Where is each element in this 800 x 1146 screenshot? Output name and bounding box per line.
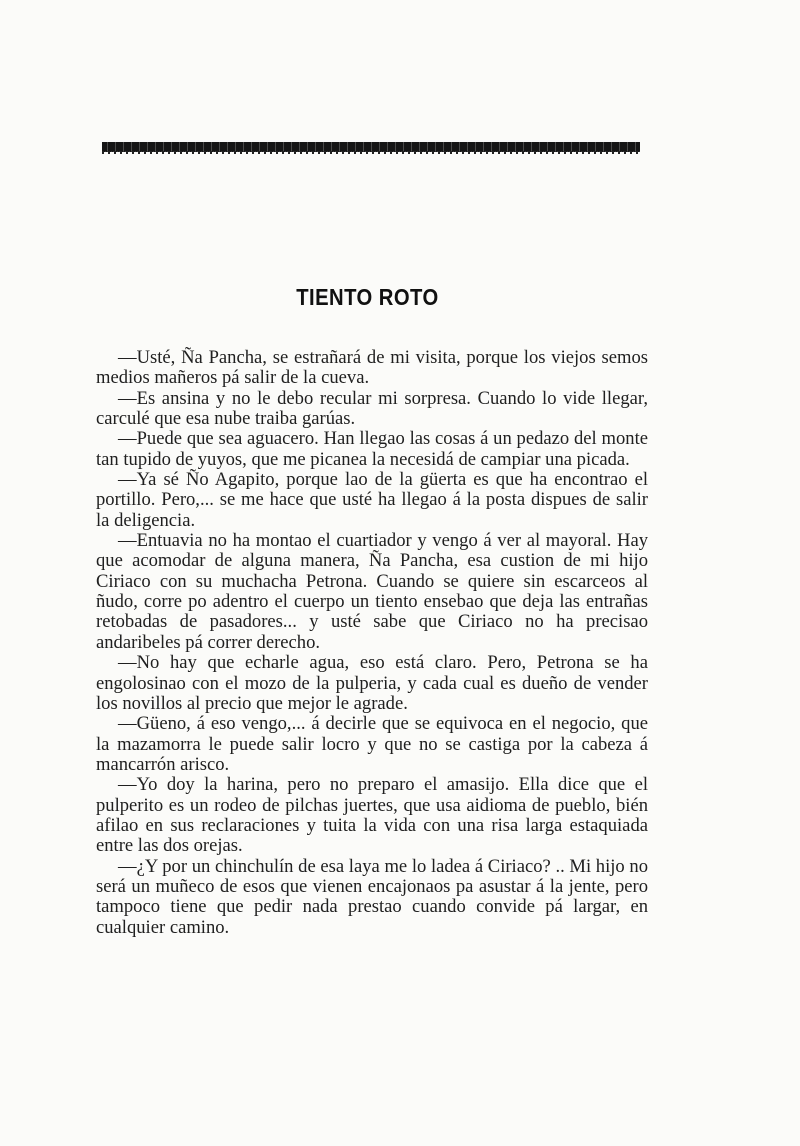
- paragraph: —Usté, Ña Pancha, se estrañará de mi visita, porque los viejos semos medios mañeros pá salir de la cueva.: [96, 347, 648, 389]
- paragraph: —Ya sé Ño Agapito, porque lao de la güerta es que ha encontrao el portillo. Pero,... se me hace que usté ha llegao á la posta dispues de salir la deligencia.: [96, 469, 648, 531]
- decorative-header-rule: [102, 142, 640, 152]
- chapter-body: [96, 348, 648, 938]
- paragraph: —Güeno, á eso vengo,... á decirle que se equivoca en el negocio, que la mazamorra le puede salir locro y que no se castiga por la cabeza á mancarrón arisco.: [96, 713, 648, 775]
- paragraph: —Entuavia no ha montao el cuartiador y vengo á ver al mayoral. Hay que acomodar de alguna manera, Ña Pancha, esa custion de mi hijo Ciriaco con su muchacha Petrona. Cuando se quiere sin escarceos al ñudo, corre po adentro el cuerpo un tiento ensebao que deja las entrañas retobadas de pasadores... y usté sabe que Ciriaco no ha precisao andaribeles pá correr derecho.: [96, 530, 648, 653]
- paragraph: —Es ansina y no le debo recular mi sorpresa. Cuando lo vide llegar, carculé que esa nube traiba garúas.: [96, 387, 648, 430]
- paragraph: —No hay que echarle agua, eso está claro. Pero, Petrona se ha engolosinao con el mozo de la pulperia, y cada cual es dueño de vender los novillos al precio que mejor le agrade.: [96, 652, 648, 714]
- paragraph: —¿Y por un chinchulín de esa laya me lo ladea á Ciriaco? .. Mi hijo no será un muñeco de esos que vienen encajonaos pa asustar á la jente, pero tampoco tiene que pedir nada prestao cuando convide pá largar, en cualquier camino.: [96, 855, 648, 938]
- paragraph: —Puede que sea aguacero. Han llegao las cosas á un pedazo del monte tan tupido de yuyos, que me picanea la necesidá de campiar una picada.: [96, 428, 648, 470]
- chapter-title: TIENTO ROTO: [296, 284, 439, 310]
- paragraph: —Yo doy la harina, pero no preparo el amasijo. Ella dice que el pulperito es un rodeo de pilchas juertes, que usa aidioma de pueblo, bién afilao en sus reclaraciones y tuita la vida con una risa larga estaquiada entre las dos orejas.: [96, 774, 648, 857]
